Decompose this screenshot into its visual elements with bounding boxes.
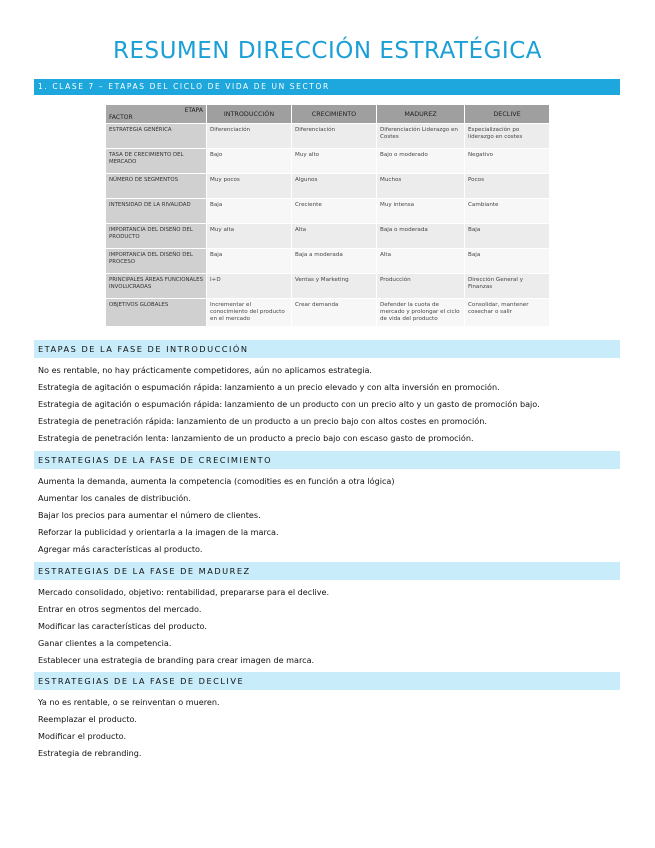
row-factor-label: OBJETIVOS GLOBALES: [106, 299, 207, 327]
section-line: Estrategia de agitación o espumación rápida: lanzamiento de un producto con un precio alto y un gasto de promoción bajo.: [38, 399, 540, 409]
table-cell: Crear demanda: [292, 299, 377, 327]
section-line: Modificar las características del producto.: [38, 621, 207, 631]
table-cell: Bajo: [207, 149, 292, 174]
table-cell: Baja: [207, 249, 292, 274]
section-line: Estrategia de rebranding.: [38, 748, 142, 758]
row-factor-label: ESTRATEGIA GENÉRICA: [106, 124, 207, 149]
table-cell: Baja: [207, 199, 292, 224]
section-heading: ESTRATEGIAS DE LA FASE DE CRECIMIENTO: [34, 451, 620, 469]
column-header: DECLIVE: [465, 105, 550, 124]
section-line: Ganar clientes a la competencia.: [38, 638, 172, 648]
table-cell: Diferenciación Liderazgo en Costes: [377, 124, 465, 149]
table-cell: Muy pocos: [207, 174, 292, 199]
table-row: [106, 149, 550, 174]
section-line: Bajar los precios para aumentar el número de clientes.: [38, 510, 261, 520]
life-cycle-table: [105, 104, 550, 327]
row-factor-label: IMPORTANCIA DEL DISEÑO DEL PRODUCTO: [106, 224, 207, 249]
table-row: [106, 174, 550, 199]
section-line: No es rentable, no hay prácticamente competidores, aún no aplicamos estrategia.: [38, 365, 372, 375]
section-line: Reforzar la publicidad y orientarla a la imagen de la marca.: [38, 527, 279, 537]
table-row: [106, 199, 550, 224]
table-cell: Baja: [465, 249, 550, 274]
row-factor-label: NÚMERO DE SEGMENTOS: [106, 174, 207, 199]
table-cell: Cambiante: [465, 199, 550, 224]
table-cell: Bajo o moderado: [377, 149, 465, 174]
row-factor-label: TASA DE CRECIMIENTO DEL MERCADO: [106, 149, 207, 174]
table-cell: Dirección General y Finanzas: [465, 274, 550, 299]
table-row: [106, 224, 550, 249]
table-cell: Creciente: [292, 199, 377, 224]
section-line: Entrar en otros segmentos del mercado.: [38, 604, 202, 614]
section-line: Modificar el producto.: [38, 731, 127, 741]
row-factor-label: INTENSIDAD DE LA RIVALIDAD: [106, 199, 207, 224]
table-cell: Alta: [292, 224, 377, 249]
table-cell: Diferenciación: [292, 124, 377, 149]
table-cell: Muy alta: [207, 224, 292, 249]
section-line: Ya no es rentable, o se reinventan o mueren.: [38, 697, 220, 707]
section-line: Agregar más características al producto.: [38, 544, 203, 554]
section-line: Estrategia de penetración lenta: lanzamiento de un producto a precio bajo con escaso gasto de promoción.: [38, 433, 474, 443]
section-line: Estrategia de agitación o espumación rápida: lanzamiento a un precio elevado y con alta inversión en promoción.: [38, 382, 500, 392]
table-row: [106, 124, 550, 149]
section-heading: ETAPAS DE LA FASE DE INTRODUCCIÓN: [34, 340, 620, 358]
table-header-row: [106, 105, 550, 124]
table-cell: Especialización po liderazgo en costes: [465, 124, 550, 149]
table-cell: Baja: [465, 224, 550, 249]
column-header: MADUREZ: [377, 105, 465, 124]
table-row: [106, 249, 550, 274]
table-cell: Muchos: [377, 174, 465, 199]
table-cell: Muy intensa: [377, 199, 465, 224]
table-cell: Pocos: [465, 174, 550, 199]
section-line: Establecer una estrategia de branding para crear imagen de marca.: [38, 655, 315, 665]
table-cell: Defender la cuota de mercado y prolongar el ciclo de vida del producto: [377, 299, 465, 327]
table-cell: Diferenciación: [207, 124, 292, 149]
table-cell: Muy alto: [292, 149, 377, 174]
table-row: [106, 274, 550, 299]
table-cell: Baja a moderada: [292, 249, 377, 274]
table-cell: Producción: [377, 274, 465, 299]
column-header: CRECIMIENTO: [292, 105, 377, 124]
table-cell: Negativo: [465, 149, 550, 174]
table-row: [106, 299, 550, 327]
table-cell: Incrementar el conocimiento del producto en el mercado: [207, 299, 292, 327]
column-header: INTRODUCCIÓN: [207, 105, 292, 124]
table-cell: I+D: [207, 274, 292, 299]
section-line: Reemplazar el producto.: [38, 714, 137, 724]
page-title: RESUMEN DIRECCIÓN ESTRATÉGICA: [112, 38, 543, 64]
corner-factor-label: FACTOR: [109, 113, 133, 121]
table-cell: Consolidar, mantener cosechar o salir: [465, 299, 550, 327]
section-banner: 1. CLASE 7 – ETAPAS DEL CICLO DE VIDA DE UN SECTOR: [34, 79, 620, 95]
corner-etapa-label: ETAPA: [184, 107, 203, 114]
section-heading: ESTRATEGIAS DE LA FASE DE MADUREZ: [34, 562, 620, 580]
section-line: Mercado consolidado, objetivo: rentabilidad, prepararse para el declive.: [38, 587, 330, 597]
table-cell: Algunos: [292, 174, 377, 199]
table-corner-cell: [106, 105, 207, 124]
row-factor-label: PRINCIPALES ÁREAS FUNCIONALES INVOLUCRADAS: [106, 274, 207, 299]
row-factor-label: IMPORTANCIA DEL DISEÑO DEL PROCESO: [106, 249, 207, 274]
section-line: Aumentar los canales de distribución.: [38, 493, 191, 503]
section-heading: ESTRATEGIAS DE LA FASE DE DECLIVE: [34, 672, 620, 690]
table-cell: Alta: [377, 249, 465, 274]
section-line: Aumenta la demanda, aumenta la competencia (comodities es en función a otra lógica): [38, 476, 395, 486]
table-cell: Ventas y Marketing: [292, 274, 377, 299]
section-line: Estrategia de penetración rápida: lanzamiento de un producto a un precio bajo con altos costes en promoción.: [38, 416, 487, 426]
table-cell: Baja o moderada: [377, 224, 465, 249]
